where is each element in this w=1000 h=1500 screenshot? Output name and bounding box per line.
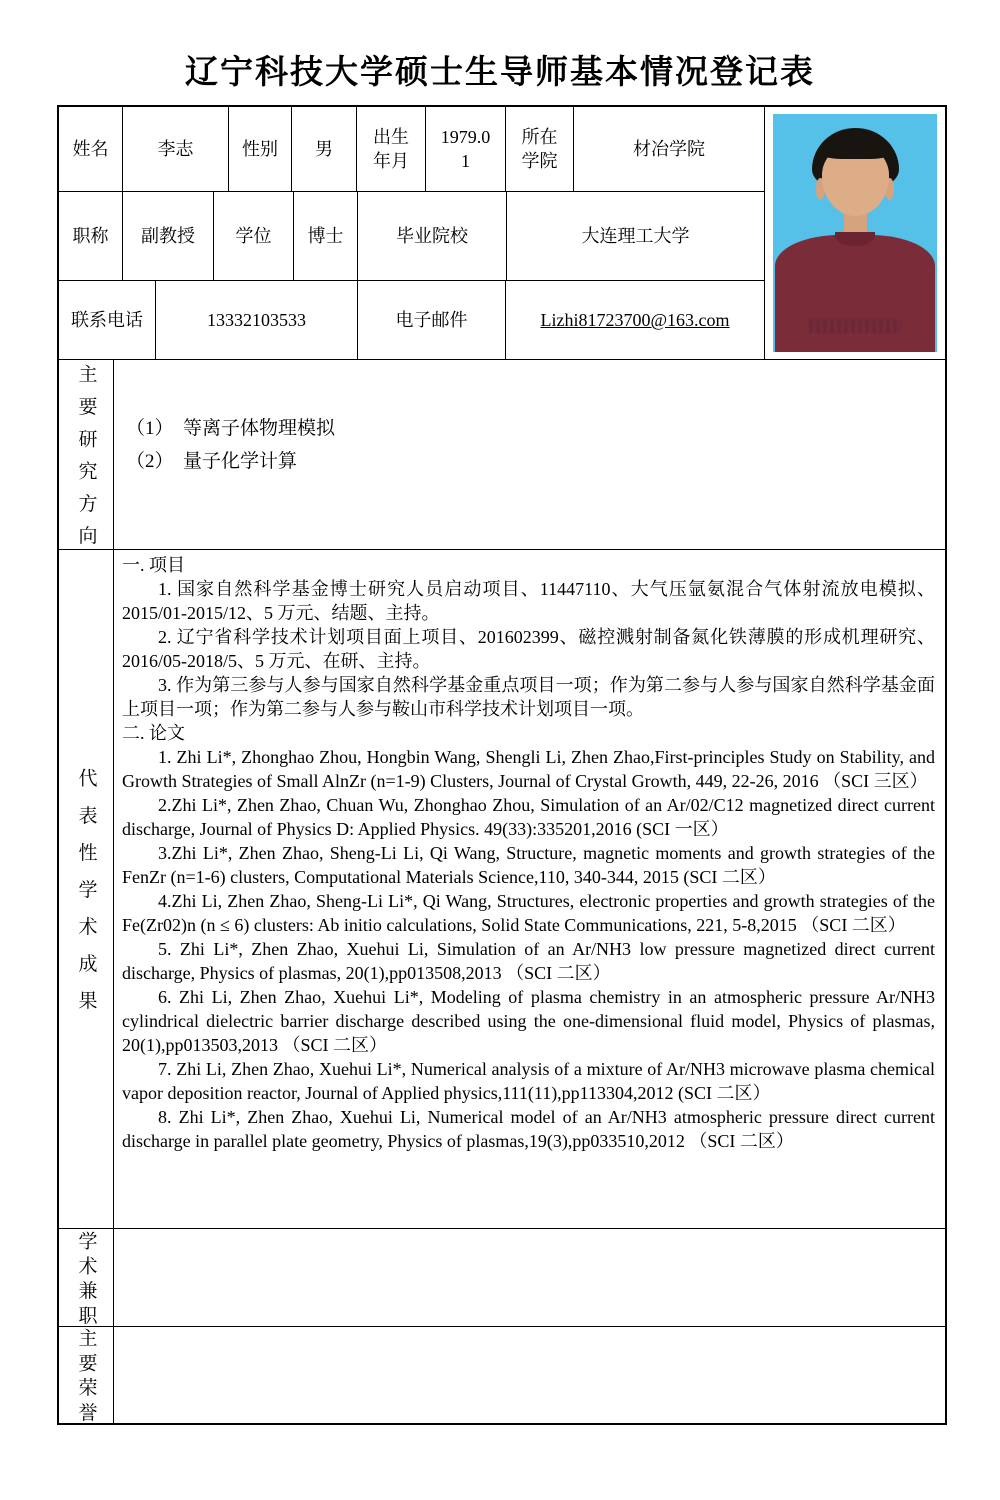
photo-watermark bbox=[809, 319, 901, 333]
academic-positions-row bbox=[59, 1229, 945, 1330]
achievement-paragraph: 7. Zhi Li, Zhen Zhao, Xuehui Li*, Numerical analysis of a mixture of Ar/NH3 microwave plasma chemical vapor deposition reactor, Journal of Applied physics,111(11),pp113304,2012 (SCI 二区） bbox=[122, 1059, 935, 1103]
honors-label-cell bbox=[59, 1327, 114, 1428]
honors-label: 主要荣誉 bbox=[75, 1328, 97, 1428]
research-direction-item: （2） 量子化学计算 bbox=[126, 451, 298, 472]
achievement-paragraph: 3.Zhi Li*, Zhen Zhao, Sheng-Li Li, Qi Wang, Structure, magnetic moments and growth strategies of the FenZr (n=1-6) clusters, Computational Materials Science,110, 340-344, 2015 (SCI 二区） bbox=[122, 843, 935, 887]
title-label: 职称 bbox=[59, 192, 123, 281]
achievement-paragraph: 3. 作为第三参与人参与国家自然科学基金重点项目一项；作为第二参与人参与国家自然科学基金面上项目一项；作为第二参与人参与鞍山市科学技术计划项目一项。 bbox=[122, 675, 935, 719]
achievement-paragraph: 8. Zhi Li*, Zhen Zhao, Xuehui Li, Numerical model of an Ar/NH3 atmospheric pressure direct current discharge in parallel plate geometry, Physics of plasmas,19(3),pp033510,2012 （SCI 二区） bbox=[122, 1107, 935, 1151]
school-value: 大连理工大学 bbox=[507, 192, 765, 281]
page-title: 辽宁科技大学硕士生导师基本情况登记表 bbox=[185, 53, 815, 90]
phone-label: 联系电话 bbox=[59, 281, 156, 359]
achievement-paragraph: 二. 论文 bbox=[122, 723, 185, 743]
portrait-photo bbox=[773, 114, 937, 352]
gender-value: 男 bbox=[292, 107, 357, 191]
degree-label: 学位 bbox=[214, 192, 294, 281]
row-name-gender-birth-college bbox=[59, 107, 765, 192]
academic-positions-label-cell bbox=[59, 1229, 114, 1330]
row-phone-email bbox=[59, 281, 765, 359]
research-direction-item: （1） 等离子体物理模拟 bbox=[126, 418, 336, 439]
honors-content bbox=[114, 1327, 945, 1423]
degree-value: 博士 bbox=[294, 192, 358, 281]
basic-info-block bbox=[59, 107, 945, 360]
achievement-paragraph: 6. Zhi Li, Zhen Zhao, Xuehui Li*, Modeling of plasma chemistry in an atmospheric pressure Ar/NH3 cylindrical dielectric barrier discharge described using the one-dimensional fluid model, Physics of plasmas, 20(1),pp013503,2013 （SCI 二区） bbox=[122, 987, 935, 1055]
photo-fringe bbox=[819, 138, 893, 159]
research-directions-row bbox=[59, 360, 945, 559]
registration-form-table bbox=[57, 105, 947, 1428]
photo-cell bbox=[765, 107, 945, 359]
row-title-degree-school bbox=[59, 192, 765, 282]
achievement-paragraph: 1. 国家自然科学基金博士研究人员启动项目、11447110、大气压氩氨混合气体射流放电模拟、2015/01-2015/12、5 万元、结题、主持。 bbox=[122, 579, 935, 623]
academic-positions-content bbox=[114, 1229, 945, 1326]
research-directions-label: 主要研究方向 bbox=[75, 364, 97, 559]
achievement-paragraph: 4.Zhi Li, Zhen Zhao, Sheng-Li Li*, Qi Wang, Structures, electronic properties and growth strategies of the Fe(Zr02)n (n ≤ 6) clusters: Ab initio calculations, Solid State Communications, 221, 5-8,2015 （SCI 二区） bbox=[122, 891, 935, 935]
research-directions-label-cell bbox=[59, 360, 114, 559]
academic-positions-label: 学术兼职 bbox=[75, 1230, 97, 1330]
phone-value: 13332103533 bbox=[156, 281, 358, 359]
email-label: 电子邮件 bbox=[358, 281, 506, 359]
achievement-paragraph: 一. 项目 bbox=[122, 555, 185, 575]
name-label: 姓名 bbox=[59, 107, 123, 191]
achievements-label: 代表性学术成果 bbox=[75, 768, 97, 1028]
achievements-content bbox=[114, 550, 945, 1228]
achievement-paragraph: 2.Zhi Li*, Zhen Zhao, Chuan Wu, Zhonghao Zhou, Simulation of an Ar/02/C12 magnetized direct current discharge, Journal of Physics D: Applied Physics. 49(33):335201,2016 (SCI 一区） bbox=[122, 795, 935, 839]
research-directions-content bbox=[114, 360, 945, 549]
achievement-paragraph: 1. Zhi Li*, Zhonghao Zhou, Hongbin Wang, Shengli Li, Zhen Zhao,First-principles Study on Stability, and Growth Strategies of Small AlnZr (n=1-9) Clusters, Journal of Crystal Growth, 449, 22-26, 2016 （SCI 三区） bbox=[122, 747, 935, 791]
college-label: 所在学院 bbox=[506, 107, 574, 191]
title-value: 副教授 bbox=[123, 192, 214, 281]
gender-label: 性别 bbox=[229, 107, 292, 191]
birth-label: 出生年月 bbox=[357, 107, 426, 191]
school-label: 毕业院校 bbox=[358, 192, 507, 281]
achievements-row bbox=[59, 550, 945, 1229]
college-value: 材冶学院 bbox=[574, 107, 765, 191]
birth-value: 1979.01 bbox=[426, 107, 506, 191]
name-value: 李志 bbox=[123, 107, 229, 191]
achievement-paragraph: 5. Zhi Li*, Zhen Zhao, Xuehui Li, Simulation of an Ar/NH3 low pressure magnetized direct current discharge, Physics of plasmas, 20(1),pp013508,2013 （SCI 二区） bbox=[122, 939, 935, 983]
achievements-label-cell bbox=[59, 550, 114, 1228]
email-link[interactable]: Lizhi81723700@163.com bbox=[506, 281, 765, 359]
photo-sweater bbox=[775, 235, 936, 352]
honors-row bbox=[59, 1327, 945, 1428]
achievement-paragraph: 2. 辽宁省科学技术计划项目面上项目、201602399、磁控溅射制备氮化铁薄膜的形成机理研究、2016/05-2018/5、5 万元、在研、主持。 bbox=[122, 627, 935, 671]
